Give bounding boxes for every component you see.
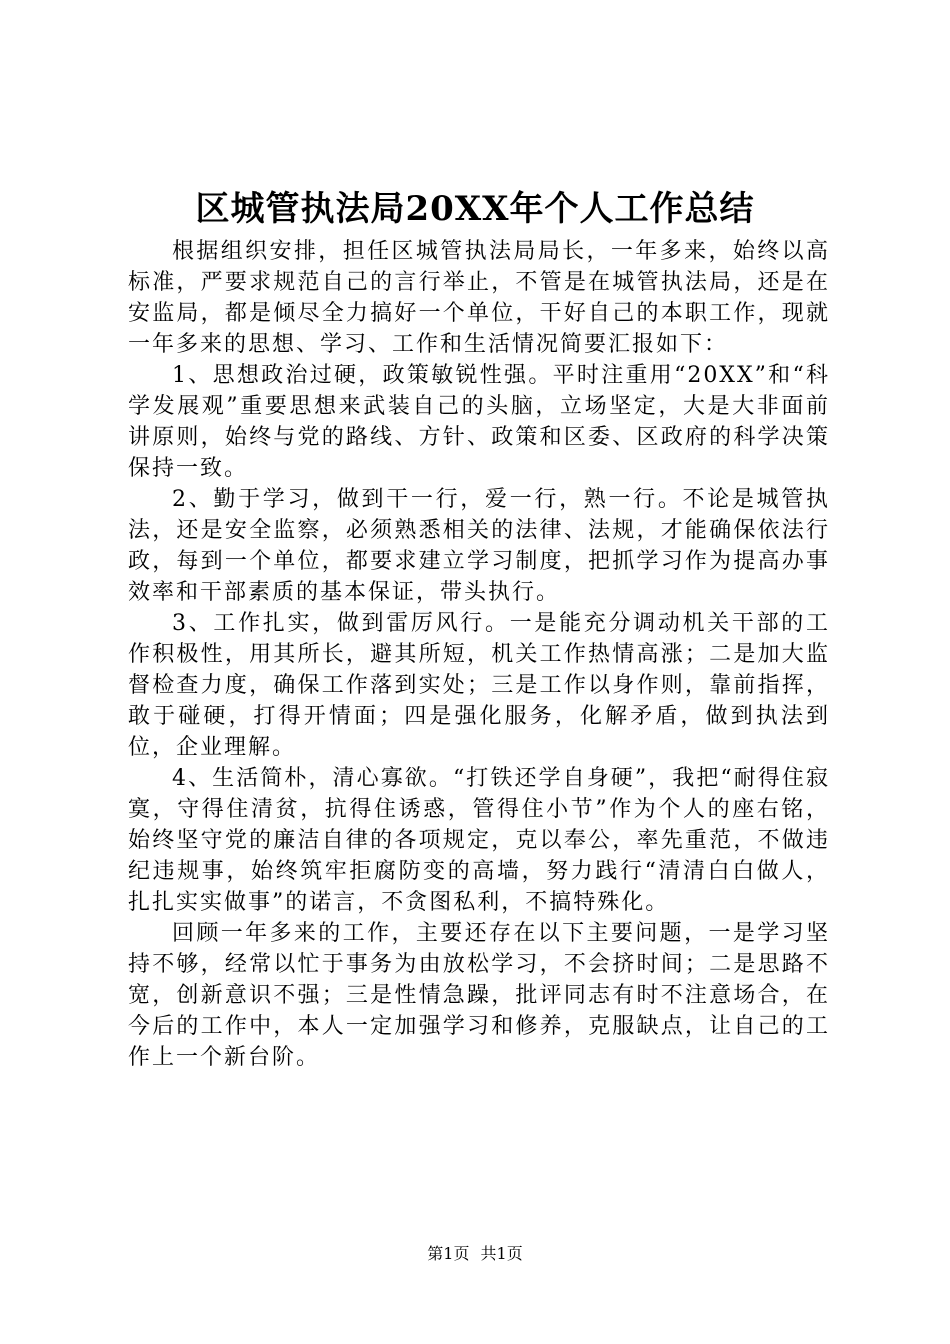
paragraph-point-4: 4、生活简朴，清心寡欲。“打铁还学自身硬”，我把“耐得住寂寞，守得住清贫，抗得住诱惑，管得住小节”作为个人的座右铭，始终坚守党的廉洁自律的各项规定，克以奉公，率先重范，不做违纪违规事，始终筑牢拒腐防变的高墙，努力践行“清清白白做人，扎扎实实做事”的诺言，不贪图私利，不搞特殊化。 xyxy=(128,766,830,915)
paragraph-conclusion: 回顾一年多来的工作，主要还存在以下主要问题，一是学习坚持不够，经常以忙于事务为由放松学习，不会挤时间；二是思路不宽，创新意识不强；三是性情急躁，批评同志有时不注意场合，在今后的工作中，本人一定加强学习和修养，克服缺点，让自己的工作上一个新台阶。 xyxy=(128,921,830,1070)
paragraph-point-3: 3、工作扎实，做到雷厉风行。一是能充分调动机关干部的工作积极性，用其所长，避其所短，机关工作热情高涨；二是加大监督检查力度，确保工作落到实处；三是工作以身作则，靠前指挥，敢于碰硬，打得开情面；四是强化服务，化解矛盾，做到执法到位，企业理解。 xyxy=(128,611,830,760)
paragraph-intro: 根据组织安排，担任区城管执法局局长，一年多来，始终以高标准，严要求规范自己的言行举止，不管是在城管执法局，还是在安监局，都是倾尽全力搞好一个单位，干好自己的本职工作，现就一年多来的思想、学习、工作和生活情况简要汇报如下： xyxy=(128,239,830,357)
paragraph-point-2: 2、勤于学习，做到干一行，爱一行，熟一行。不论是城管执法，还是安全监察，必须熟悉相关的法律、法规，才能确保依法行政，每到一个单位，都要求建立学习制度，把抓学习作为提高办事效率和干部素质的基本保证，带头执行。 xyxy=(128,487,830,605)
document-title: 区城管执法局20XX年个人工作总结 xyxy=(195,189,755,229)
page-total: 共1页 xyxy=(480,1244,523,1263)
document-body xyxy=(128,236,830,1073)
page-footer xyxy=(0,1243,950,1265)
paragraph-point-1: 1、思想政治过硬，政策敏锐性强。平时注重用“20XX”和“科学发展观”重要思想来武装自己的头脑，立场坚定，大是大非面前讲原则，始终与党的路线、方针、政策和区委、区政府的科学决策保持一致。 xyxy=(128,363,830,481)
page-number: 第1页 xyxy=(427,1244,470,1263)
